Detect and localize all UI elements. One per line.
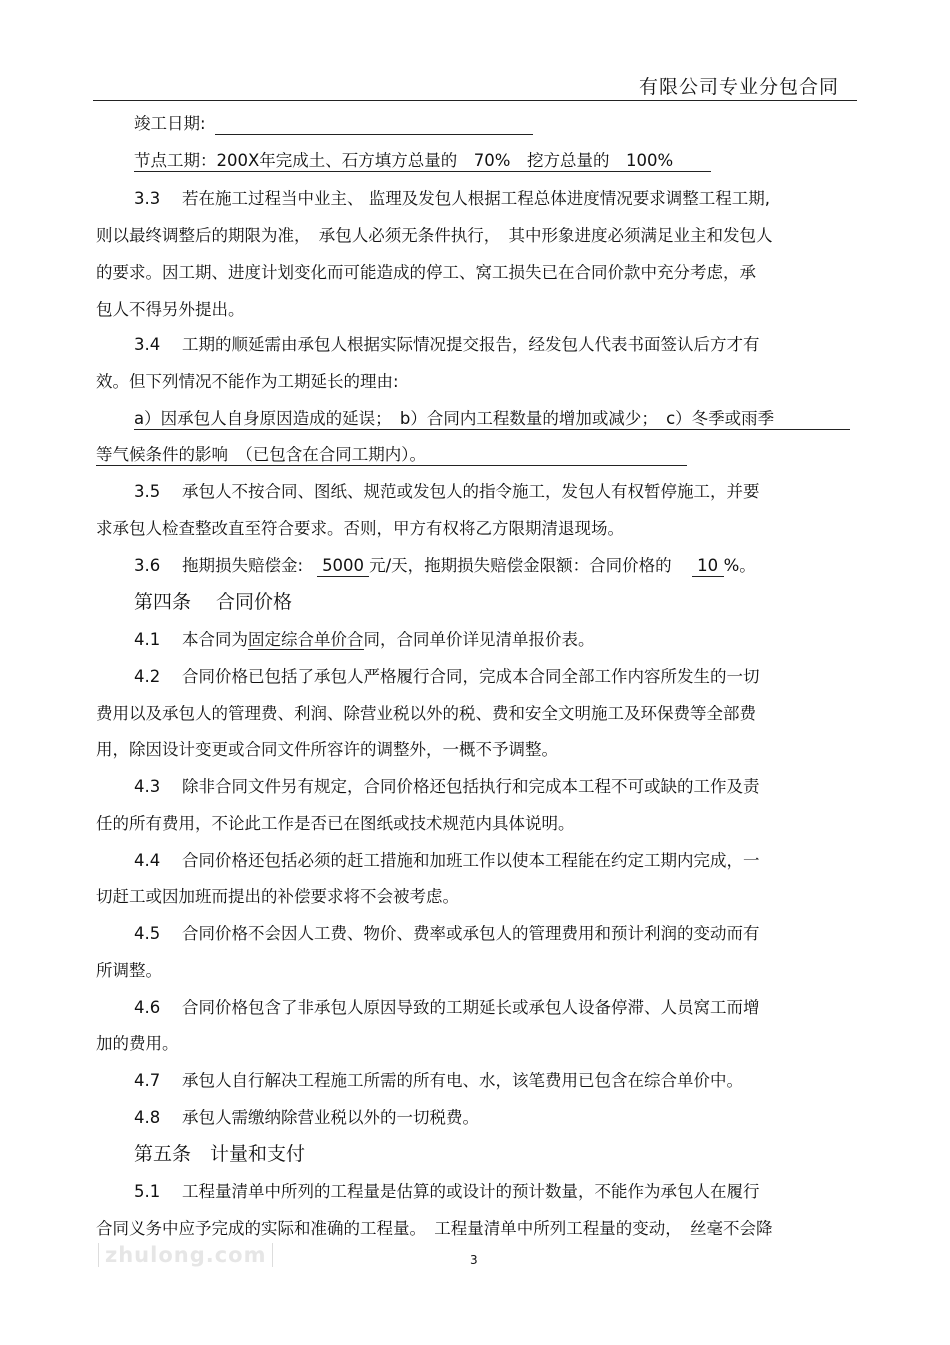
clause-number: 4.1 [134,630,161,649]
clause-text: 承包人自行解决工程施工所需的所有电、水，该笔费用已包含在综合单价中。 [182,1071,743,1090]
clause-3-5-line-1 [134,482,760,502]
article-5-heading: 第五条 计量和支付 [134,1143,306,1165]
clause-number: 4.8 [134,1108,161,1127]
clause-4-6-line-1 [134,998,760,1018]
clause-text: 同，合同单价详见清单报价表。 [363,630,595,649]
clause-number: 4.6 [134,998,161,1017]
clause-4-4-line-1 [134,851,760,871]
penalty-amount: 5000 [317,556,369,577]
clause-4-7-line-1 [134,1071,743,1091]
clause-text: 承包人不按合同、图纸、规范或发包人的指令施工，发包人有权暂停施工，并要 [182,482,760,501]
clause-4-2-line-2: 费用以及承包人的管理费、利润、除营业税以外的税、费和安全文明施工及环保费等全部费 [96,704,756,723]
clause-number: 3.3 [134,189,161,208]
clause-5-1-line-1 [134,1182,760,1202]
clause-3-4-line-3: a）因承包人自身原因造成的延误； b）合同内工程数量的增加或减少； c）冬季或雨季 [134,409,850,430]
clause-text: 元/天，拖期损失赔偿金限额：合同价格的 [369,556,672,575]
clause-4-2-line-1 [134,667,760,687]
page-header-title: 有限公司专业分包合同 [638,76,839,98]
clause-text: 合同价格还包括必须的赶工措施和加班工作以使本工程能在约定工期内完成，一 [182,851,760,870]
clause-number: 4.2 [134,667,161,686]
watermark-logo: zhulong.com [98,1243,273,1267]
clause-3-3-line-4: 包人不得另外提出。 [96,300,245,319]
clause-4-2-line-3: 用，除因设计变更或合同文件所容许的调整外，一概不予调整。 [96,740,558,759]
clause-3-3-line-2: 则以最终调整后的期限为准， 承包人必须无条件执行， 其中形象进度必须满足业主和发包人 [96,226,773,245]
page-number: 3 [470,1253,478,1267]
clause-3-4-line-2: 效。但下列情况不能作为工期延长的理由: [96,372,399,391]
clause-3-3-line-1 [134,189,770,209]
clause-number: 3.6 [134,556,161,575]
completion-date-label: 竣工日期: [134,114,206,133]
completion-date-blank [215,134,533,135]
clause-4-6-line-2: 加的费用。 [96,1034,179,1053]
clause-text: 本合同为 [182,630,248,649]
header-rule [93,100,857,101]
clause-text: %。 [723,556,756,575]
clause-3-6-line-1 [134,556,756,577]
contract-type: 固定综合单价合 [248,630,364,649]
clause-5-1-line-2: 合同义务中应予完成的实际和准确的工程量。 工程量清单中所列工程量的变动， 丝毫不会降 [96,1219,773,1238]
clause-text: 承包人需缴纳除营业税以外的一切税费。 [182,1108,479,1127]
clause-number: 4.7 [134,1071,161,1090]
clause-text: 合同价格已包括了承包人严格履行合同，完成本合同全部工作内容所发生的一切 [182,667,760,686]
clause-3-4-line-4: 等气候条件的影响 （已包含在合同工期内）。 [96,445,687,466]
clause-text: 合同价格不会因人工费、物价、费率或承包人的管理费用和预计利润的变动而有 [182,924,760,943]
clause-3-4-line-1 [134,335,760,355]
clause-4-1-line-1 [134,630,595,650]
clause-4-8-line-1 [134,1108,479,1128]
clause-4-5-line-1 [134,924,760,944]
clause-number: 4.5 [134,924,161,943]
penalty-limit-percent: 10 [692,556,724,577]
clause-text: 工期的顺延需由承包人根据实际情况提交报告，经发包人代表书面签认后方才有 [182,335,760,354]
clause-text: 若在施工过程当中业主、 监理及发包人根据工程总体进度情况要求调整工程工期, [182,189,770,208]
article-4-heading: 第四条 合同价格 [134,591,293,613]
clause-number: 5.1 [134,1182,161,1201]
clause-3-3-line-3: 的要求。因工期、进度计划变化而可能造成的停工、窝工损失已在合同价款中充分考虑，承 [96,263,756,282]
clause-3-5-line-2: 求承包人检查整改直至符合要求。否则，甲方有权将乙方限期清退现场。 [96,519,624,538]
clause-4-3-line-1 [134,777,760,797]
clause-number: 4.3 [134,777,161,796]
clause-text: 工程量清单中所列的工程量是估算的或设计的预计数量，不能作为承包人在履行 [182,1182,760,1201]
clause-text: 合同价格包含了非承包人原因导致的工期延长或承包人设备停滞、人员窝工而增 [182,998,760,1017]
clause-4-3-line-2: 任的所有费用，不论此工作是否已在图纸或技术规范内具体说明。 [96,814,575,833]
clause-number: 3.5 [134,482,161,501]
clause-number: 3.4 [134,335,161,354]
clause-text: 除非合同文件另有规定，合同价格还包括执行和完成本工程不可或缺的工作及责 [182,777,760,796]
clause-4-4-line-2: 切赶工或因加班而提出的补偿要求将不会被考虑。 [96,887,459,906]
clause-4-5-line-2: 所调整。 [96,961,162,980]
clause-text: 拖期损失赔偿金: [182,556,304,575]
milestone-line: 节点工期：200X年完成土、石方填方总量的 70% 挖方总量的 100% [134,151,711,172]
clause-number: 4.4 [134,851,161,870]
